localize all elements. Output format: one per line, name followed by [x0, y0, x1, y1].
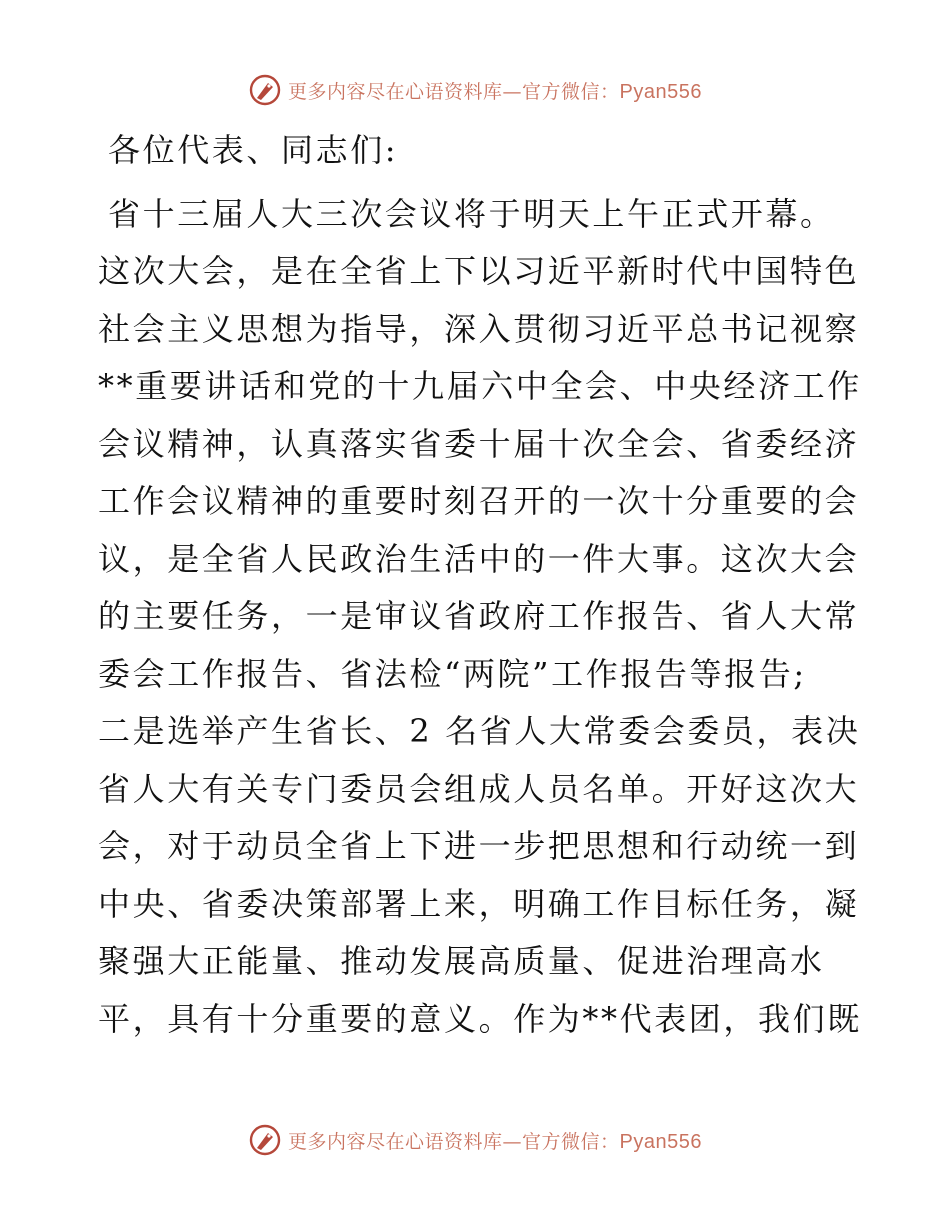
body-line: 的主要任务，一是审议省政府工作报告、省人大常: [98, 597, 860, 635]
watermark-text: 更多内容尽在心语资料库—官方微信：Pyan556: [288, 80, 702, 103]
document-body: [98, 122, 862, 1048]
body-line: 省十三届人大三次会议将于明天上午正式开幕。: [108, 194, 835, 233]
salutation: 各位代表、同志们:: [108, 131, 399, 169]
body-line: **重要讲话和党的十九届六中全会、中央经济工作: [98, 367, 862, 405]
footer-watermark: [0, 1120, 950, 1160]
watermark-id: Pyan556: [619, 80, 702, 103]
watermark-text: 更多内容尽在心语资料库—官方微信：Pyan556: [288, 1130, 702, 1153]
body-line: 会，对于动员全省上下进一步把思想和行动统一到: [98, 827, 860, 865]
body-line: 委会工作报告、省法检“两院”工作报告等报告;: [98, 654, 807, 693]
body-line: 议，是全省人民政治生活中的一件大事。这次大会: [98, 539, 860, 578]
watermark-id: Pyan556: [619, 1130, 702, 1153]
pen-nib-circle-icon: [248, 1123, 282, 1157]
body-line: 聚强大正能量、推动发展高质量、促进治理高水: [98, 942, 825, 980]
body-line: 二是选举产生省长、2 名省人大常委会委员，表决: [98, 712, 861, 750]
body-line: 这次大会，是在全省上下以习近平新时代中国特色: [98, 252, 860, 290]
body-line: 省人大有关专门委员会组成人员名单。开好这次大: [98, 769, 860, 808]
pen-nib-circle-icon: [248, 73, 282, 107]
header-watermark: [0, 70, 950, 110]
body-line: 会议精神，认真落实省委十届十次全会、省委经济: [98, 424, 860, 463]
body-line: 社会主义思想为指导，深入贯彻习近平总书记视察: [98, 309, 860, 348]
body-line: 中央、省委决策部署上来，明确工作目标任务，凝: [98, 884, 860, 923]
body-line: 平，具有十分重要的意义。作为**代表团，我们既: [98, 999, 862, 1038]
body-line: 工作会议精神的重要时刻召开的一次十分重要的会: [98, 482, 860, 520]
